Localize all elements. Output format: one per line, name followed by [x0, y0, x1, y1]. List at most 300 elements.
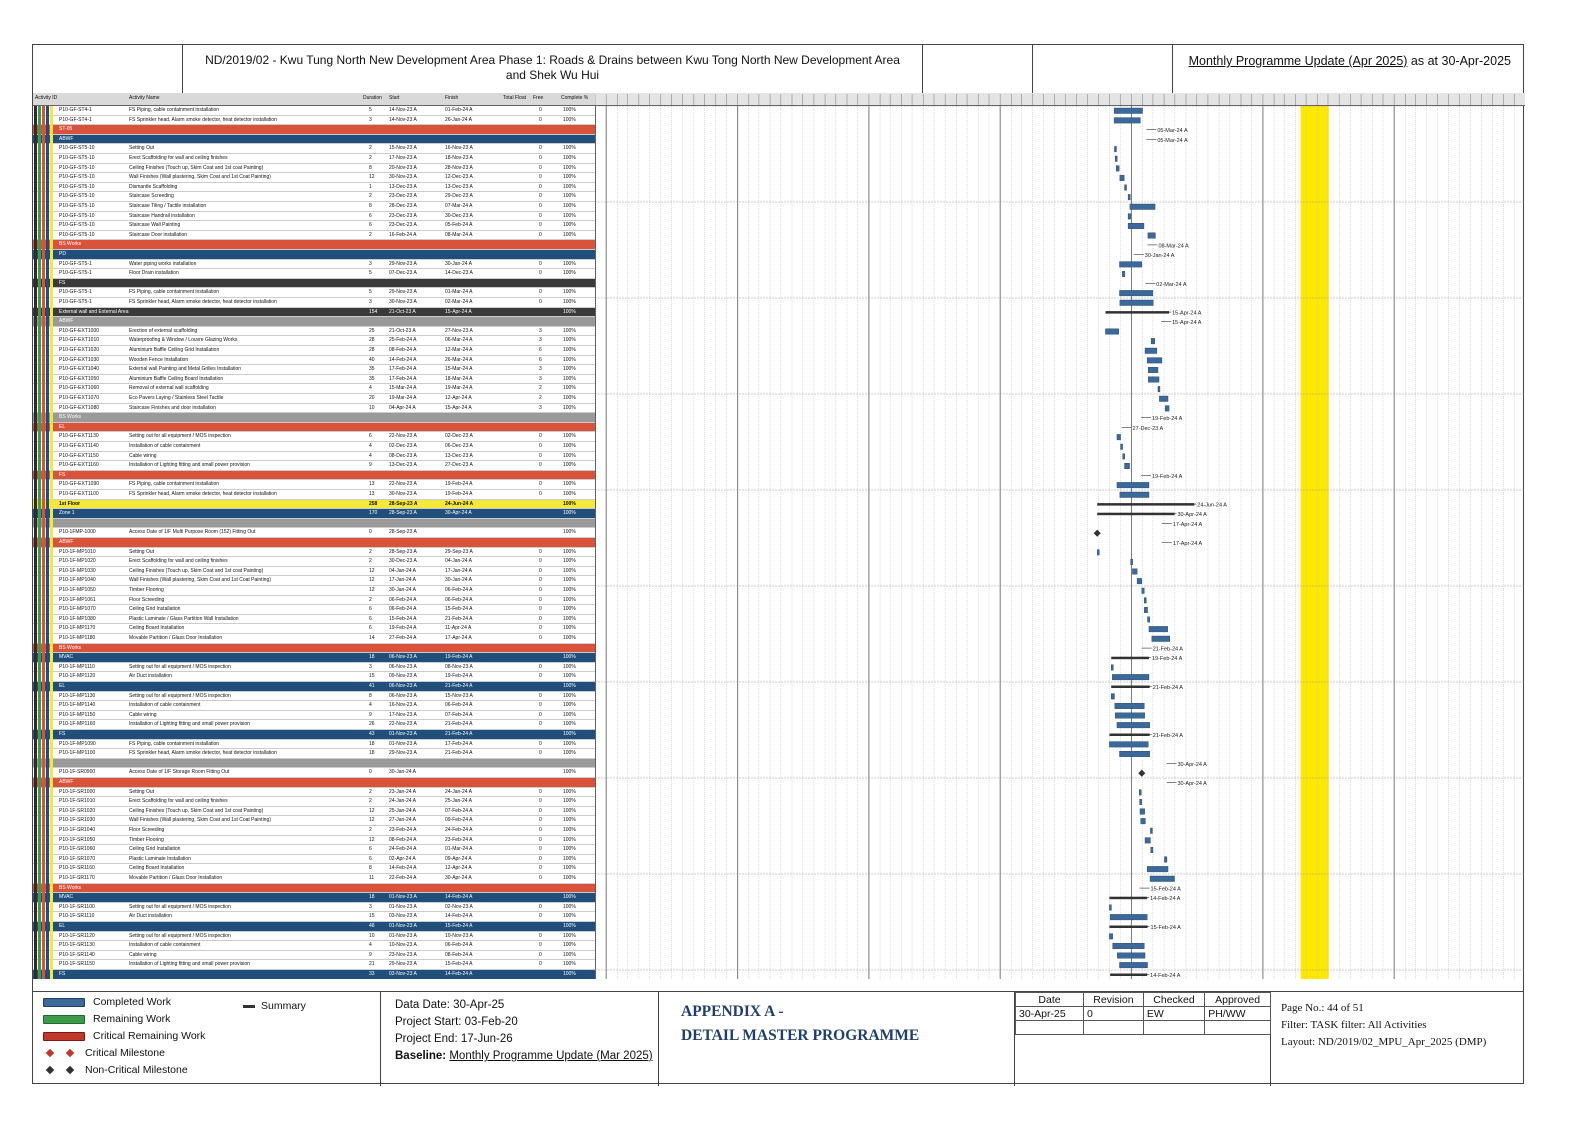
wbs-summary-row[interactable] — [33, 519, 595, 529]
wbs-summary-row[interactable] — [33, 317, 595, 327]
col-complete[interactable]: Complete % — [561, 95, 589, 101]
cell-pct: 100% — [563, 107, 576, 113]
finish-date-label: 05-Mar-24 A — [1157, 137, 1188, 144]
activity-bar[interactable] — [1139, 790, 1141, 796]
cell-name: Ceiling Finishes (Touch up, Skim Coat and 1st coat Painting) — [129, 164, 264, 171]
cell-name: Setting out for all equipment / MOS inspection — [129, 903, 231, 910]
cell-start: 25-Jan-24 A — [389, 807, 416, 814]
timescale-svg — [595, 94, 1525, 106]
activity-row[interactable] — [33, 826, 595, 836]
finish-date-label: 14-Feb-24 A — [1150, 973, 1181, 979]
cell-free: 3 — [539, 337, 542, 344]
activity-row[interactable] — [33, 864, 595, 874]
wbs-summary-row[interactable] — [33, 653, 595, 663]
cell-dur: 41 — [369, 683, 375, 689]
activity-bar[interactable] — [1148, 617, 1150, 623]
cell-name: Timber Flooring — [129, 587, 164, 593]
cell-name: FS Piping, cable containment installation — [129, 481, 220, 488]
col-total-float[interactable]: Total Float — [503, 95, 527, 101]
activity-bar[interactable] — [1125, 463, 1130, 469]
activity-row[interactable] — [33, 528, 595, 538]
activity-bar[interactable] — [1147, 358, 1162, 364]
cell-free: 0 — [539, 817, 542, 824]
cell-free: 0 — [539, 932, 542, 939]
activity-bar[interactable] — [1149, 626, 1168, 632]
activity-row[interactable] — [33, 701, 595, 711]
activity-bar[interactable] — [1159, 396, 1168, 402]
cell-finish: 30-Dec-23 A — [445, 212, 473, 219]
activity-bar[interactable] — [1131, 559, 1133, 565]
activity-bar[interactable] — [1148, 367, 1158, 373]
cell-finish: 01-Mar-24 A — [445, 289, 473, 296]
activity-bar[interactable] — [1114, 146, 1116, 152]
cell-finish: 18-Mar-24 A — [445, 375, 473, 382]
activity-bar[interactable] — [1130, 204, 1155, 210]
activity-bar[interactable] — [1137, 578, 1142, 584]
activity-bar[interactable] — [1121, 444, 1123, 450]
cell-free: 0 — [539, 875, 542, 881]
col-start[interactable]: Start — [389, 95, 400, 101]
activity-bar[interactable] — [1145, 838, 1150, 844]
rev-empty — [1016, 1021, 1084, 1035]
activity-row[interactable] — [33, 192, 595, 202]
wbs-summary-row[interactable] — [33, 778, 595, 788]
cell-pct: 100% — [563, 212, 576, 219]
cell-finish: 23-Feb-24 A — [445, 836, 473, 843]
activity-bar[interactable] — [1128, 223, 1144, 229]
finish-date-label: 30-Jan-24 A — [1144, 253, 1175, 259]
activity-bar[interactable] — [1119, 962, 1147, 968]
wbs-summary-row[interactable] — [33, 730, 595, 740]
activity-row[interactable] — [33, 375, 595, 385]
activity-bar[interactable] — [1120, 175, 1124, 181]
wbs-summary-row[interactable] — [33, 884, 595, 894]
col-free[interactable]: Free — [533, 95, 544, 101]
update-link[interactable]: Monthly Programme Update (Apr 2025) — [1188, 54, 1408, 68]
finish-date-label: 21-Feb-24 A — [1152, 685, 1183, 691]
summary-icon — [243, 1005, 255, 1008]
col-activity-id[interactable]: Activity ID — [35, 95, 58, 101]
milestone-marker[interactable] — [1138, 770, 1145, 777]
cell-pct: 100% — [563, 683, 576, 689]
cell-start: 03-Nov-23 A — [389, 971, 417, 977]
activity-bar[interactable] — [1123, 454, 1125, 460]
cell-dur: 2 — [369, 193, 372, 200]
activity-row[interactable] — [33, 951, 595, 961]
wbs-summary-row[interactable] — [33, 922, 595, 932]
cell-finish: 08-Mar-24 A — [445, 231, 473, 238]
cell-free: 0 — [539, 260, 542, 267]
baseline-link[interactable]: Monthly Programme Update (Mar 2025) — [449, 1050, 653, 1062]
activity-row[interactable] — [33, 221, 595, 231]
activity-row[interactable] — [33, 327, 595, 337]
activity-row[interactable] — [33, 672, 595, 682]
activity-bar[interactable] — [1111, 694, 1114, 700]
cell-free: 0 — [539, 913, 542, 920]
gantt-chart[interactable] — [595, 106, 1525, 979]
cell-pct: 100% — [563, 731, 576, 737]
cell-dur: 6 — [369, 433, 372, 440]
wbs-summary-row[interactable] — [33, 308, 595, 318]
cell-dur: 3 — [369, 299, 372, 305]
activity-row[interactable] — [33, 144, 595, 154]
activity-bar[interactable] — [1105, 329, 1118, 335]
finish-date-label: 30-Apr-24 A — [1177, 781, 1207, 787]
cell-pct: 100% — [563, 164, 576, 171]
cell-start: 29-Nov-23 A — [389, 289, 417, 296]
cell-start: 02-Apr-24 A — [389, 855, 416, 862]
cell-pct: 100% — [563, 817, 576, 824]
activity-row[interactable] — [33, 912, 595, 922]
activity-bar[interactable] — [1109, 934, 1112, 940]
activity-row[interactable] — [33, 596, 595, 606]
wbs-summary-row[interactable] — [33, 509, 595, 519]
cell-pct: 100% — [563, 337, 576, 344]
cell-free: 0 — [539, 491, 542, 497]
wbs-summary-row[interactable] — [33, 125, 595, 135]
cell-start: 14-Nov-23 A — [389, 107, 417, 113]
cell-dur: 3 — [369, 260, 372, 267]
cell-name: Water piping works installation — [129, 260, 197, 267]
cell-finish: 06-Dec-23 A — [445, 443, 473, 449]
activity-bar[interactable] — [1119, 262, 1141, 268]
activity-row[interactable] — [33, 816, 595, 826]
activity-row[interactable] — [33, 288, 595, 298]
summary-bar[interactable] — [1097, 513, 1174, 516]
activity-bar[interactable] — [1158, 386, 1160, 392]
activity-row[interactable] — [33, 807, 595, 817]
activity-row[interactable] — [33, 106, 595, 116]
cell-id: P10-1F-SR1040 — [59, 827, 96, 833]
activity-bar[interactable] — [1140, 809, 1145, 815]
gantt-svg — [595, 106, 1525, 979]
summary-bar[interactable] — [1097, 503, 1194, 506]
activity-row[interactable] — [33, 845, 595, 855]
layout-info: Layout: ND/2019/02_MPU_Apr_2025 (DMP) — [1281, 1036, 1487, 1048]
cell-pct: 100% — [563, 203, 576, 209]
activity-row[interactable] — [33, 461, 595, 471]
cell-id: P10-GF-ST5-10 — [59, 183, 95, 190]
activity-bar[interactable] — [1115, 156, 1117, 162]
activity-bar[interactable] — [1144, 607, 1147, 613]
cell-pct: 100% — [563, 500, 576, 507]
activity-bar[interactable] — [1119, 290, 1152, 296]
activity-row[interactable] — [33, 298, 595, 308]
activity-bar[interactable] — [1110, 914, 1147, 920]
cell-pct: 100% — [563, 231, 576, 238]
activity-row[interactable] — [33, 548, 595, 558]
wbs-summary-row[interactable] — [33, 893, 595, 903]
activity-row[interactable] — [33, 154, 595, 164]
activity-row[interactable] — [33, 452, 595, 462]
cell-finish: 30-Jan-24 A — [445, 577, 472, 584]
cell-pct: 100% — [563, 375, 576, 382]
cell-id: P10-1F-SR1120 — [59, 932, 95, 939]
cell-pct: 100% — [563, 961, 576, 968]
cell-id: External wall and External Area — [59, 308, 129, 315]
project-title-line2: and Shek Wu Hui — [505, 68, 600, 82]
cell-finish: 09-Apr-24 A — [445, 855, 472, 862]
cell-free: 0 — [539, 740, 542, 747]
cell-finish: 28-Nov-23 A — [445, 164, 473, 171]
activity-row[interactable] — [33, 692, 595, 702]
cell-id: P10-GF-ST4-1 — [59, 116, 92, 123]
activity-row[interactable] — [33, 183, 595, 193]
cell-id: P10-1F-SR1110 — [59, 913, 95, 920]
activity-bar[interactable] — [1115, 713, 1144, 719]
cell-name: Staircase Wall Painting — [129, 222, 181, 229]
activity-row[interactable] — [33, 490, 595, 500]
footer — [33, 991, 1523, 1086]
wbs-summary-row[interactable] — [33, 644, 595, 654]
cell-id: P10-1F-MP1140 — [59, 702, 96, 709]
cell-finish: 19-Mar-24 A — [445, 385, 473, 392]
cell-id: P10-GF-ST5-1 — [59, 260, 92, 267]
project-title — [183, 45, 923, 93]
activity-row[interactable] — [33, 768, 595, 778]
finish-date-label: 15-Apr-24 A — [1172, 320, 1202, 327]
activity-row[interactable] — [33, 634, 595, 644]
cell-id: P10-1F-MP1040 — [59, 577, 96, 584]
cell-id: P10-1F-SR0900 — [59, 769, 96, 776]
activity-bar[interactable] — [1117, 953, 1145, 959]
cell-pct: 100% — [563, 491, 576, 497]
activity-bar[interactable] — [1122, 271, 1125, 277]
cell-pct: 100% — [563, 443, 576, 449]
activity-bar[interactable] — [1115, 703, 1144, 709]
activity-bar[interactable] — [1109, 742, 1148, 748]
cell-id: EL — [59, 923, 66, 929]
activity-row[interactable] — [33, 903, 595, 913]
activity-row[interactable] — [33, 269, 595, 279]
activity-row[interactable] — [33, 720, 595, 730]
cell-id: P10-GF-ST5-1 — [59, 289, 92, 296]
finish-date-label: 17-Apr-24 A — [1172, 521, 1203, 528]
activity-bar[interactable] — [1125, 185, 1127, 191]
cell-id: P10-1F-SR1100 — [59, 903, 95, 910]
activity-bar[interactable] — [1114, 108, 1142, 114]
activity-row[interactable] — [33, 740, 595, 750]
activity-row[interactable] — [33, 356, 595, 366]
cell-id: P10-1F-SR1170 — [59, 875, 95, 881]
activity-bar[interactable] — [1150, 876, 1174, 882]
activity-bar[interactable] — [1113, 943, 1145, 949]
activity-bar[interactable] — [1145, 348, 1157, 354]
activity-row[interactable] — [33, 212, 595, 222]
activity-row[interactable] — [33, 567, 595, 577]
cell-dur: 10 — [369, 932, 375, 939]
activity-row[interactable] — [33, 116, 595, 126]
activity-bar[interactable] — [1117, 722, 1150, 728]
wbs-summary-row[interactable] — [33, 970, 595, 979]
wbs-summary-row[interactable] — [33, 250, 595, 260]
cell-name: Installation of cable containment — [129, 702, 201, 709]
wbs-bar — [50, 106, 53, 979]
activity-bar[interactable] — [1128, 194, 1130, 200]
cell-name: Movable Partition / Glass Door Installation — [129, 635, 223, 641]
activity-row[interactable] — [33, 586, 595, 596]
cell-id: P10-GF-EXT1090 — [59, 481, 100, 488]
activity-bar[interactable] — [1114, 118, 1140, 124]
col-duration[interactable]: Duration — [363, 95, 382, 101]
activity-row[interactable] — [33, 404, 595, 414]
wbs-summary-row[interactable] — [33, 500, 595, 510]
cell-free: 0 — [539, 183, 542, 190]
cell-free: 3 — [539, 375, 542, 382]
activity-row[interactable] — [33, 797, 595, 807]
col-activity-name[interactable]: Activity Name — [129, 95, 160, 101]
legend-remaining-label: Remaining Work — [93, 1013, 171, 1025]
activity-row[interactable] — [33, 231, 595, 241]
wbs-summary-row[interactable] — [33, 759, 595, 769]
cell-name: Staircase Screeding — [129, 193, 174, 200]
activity-bar[interactable] — [1117, 434, 1121, 440]
cell-start: 22-Nov-23 A — [389, 481, 417, 488]
activity-row[interactable] — [33, 164, 595, 174]
cell-name: Aluminium Baffle Ceiling Board Installation — [129, 375, 224, 382]
activity-bar[interactable] — [1140, 799, 1142, 805]
activity-bar[interactable] — [1119, 751, 1149, 757]
wbs-summary-row[interactable] — [33, 538, 595, 548]
header-blank-cell — [923, 45, 1033, 93]
activity-row[interactable] — [33, 749, 595, 759]
activity-bar[interactable] — [1152, 636, 1170, 642]
activity-bar[interactable] — [1097, 550, 1099, 556]
activity-row[interactable] — [33, 605, 595, 615]
cell-pct: 100% — [563, 635, 576, 641]
activity-row[interactable] — [33, 932, 595, 942]
data-date: Data Date: 30-Apr-25 — [395, 999, 505, 1011]
activity-row[interactable] — [33, 960, 595, 970]
legend-critical — [43, 1028, 205, 1044]
cell-pct: 100% — [563, 327, 576, 334]
cell-free: 0 — [539, 462, 542, 469]
activity-bar[interactable] — [1116, 166, 1119, 172]
cell-free: 0 — [539, 606, 542, 613]
col-finish[interactable]: Finish — [445, 95, 459, 101]
cell-start: 28-Sep-23 A — [389, 529, 417, 536]
cell-finish: 14-Dec-23 A — [445, 270, 473, 277]
legend-noncritical-milestone — [43, 1062, 188, 1078]
activity-row[interactable] — [33, 836, 595, 846]
activity-bar[interactable] — [1148, 233, 1156, 239]
cell-pct: 100% — [563, 155, 576, 161]
project-end: Project End: 17-Jun-26 — [395, 1033, 513, 1045]
cell-id: P10-1F-MP1170 — [59, 625, 96, 632]
cell-id: EL — [59, 683, 66, 689]
cell-free: 0 — [539, 577, 542, 584]
milestone-marker[interactable] — [1094, 530, 1101, 537]
activity-bar[interactable] — [1111, 665, 1113, 671]
activity-bar[interactable] — [1117, 482, 1149, 488]
wbs-summary-row[interactable] — [33, 682, 595, 692]
wbs-summary-row[interactable] — [33, 279, 595, 289]
wbs-summary-row[interactable] — [33, 135, 595, 145]
activity-row[interactable] — [33, 941, 595, 951]
activity-bar[interactable] — [1142, 588, 1145, 594]
activity-row[interactable] — [33, 788, 595, 798]
activity-row[interactable] — [33, 855, 595, 865]
cell-free: 0 — [539, 443, 542, 449]
cell-finish: 21-Feb-24 A — [445, 750, 473, 757]
activity-bar[interactable] — [1141, 818, 1146, 824]
cell-name: FS Sprinkler head, Alarm smoke detector, heat detector installation — [129, 491, 277, 497]
wbs-summary-row[interactable] — [33, 471, 595, 481]
activity-row[interactable] — [33, 394, 595, 404]
activity-row[interactable] — [33, 480, 595, 490]
activity-bar[interactable] — [1164, 857, 1167, 863]
activity-row[interactable] — [33, 260, 595, 270]
revision-table — [1015, 992, 1271, 1035]
cell-finish: 04-Jan-24 A — [445, 558, 472, 565]
cell-id: FS — [59, 971, 66, 977]
legend-summary-label: Summary — [261, 1000, 306, 1012]
activity-bar[interactable] — [1151, 338, 1155, 344]
activity-row[interactable] — [33, 576, 595, 586]
activity-row[interactable] — [33, 173, 595, 183]
activity-bar[interactable] — [1120, 492, 1149, 498]
cell-id: P10-GF-EXT1000 — [59, 327, 100, 334]
document-frame — [32, 44, 1524, 1084]
activity-row[interactable] — [33, 202, 595, 212]
activity-bar[interactable] — [1120, 300, 1153, 306]
activity-row[interactable] — [33, 615, 595, 625]
activity-bar[interactable] — [1112, 674, 1149, 680]
appendix-title — [659, 992, 1015, 1086]
activity-bar[interactable] — [1151, 847, 1153, 853]
activity-bar[interactable] — [1144, 598, 1146, 604]
wbs-summary-row[interactable] — [33, 240, 595, 250]
cell-id: P10-GF-EXT1150 — [59, 452, 99, 459]
activity-bar[interactable] — [1148, 377, 1159, 383]
activity-row[interactable] — [33, 557, 595, 567]
cell-start: 21-Oct-23 A — [389, 327, 416, 334]
activity-row[interactable] — [33, 874, 595, 884]
activity-row[interactable] — [33, 624, 595, 634]
activity-row[interactable] — [33, 711, 595, 721]
activity-bar[interactable] — [1132, 569, 1137, 575]
activity-bar[interactable] — [1128, 214, 1131, 220]
cell-start: 06-Nov-23 A — [389, 654, 417, 661]
wbs-summary-row[interactable] — [33, 423, 595, 433]
wbs-indent-bars — [33, 106, 57, 979]
cell-pct: 100% — [563, 827, 576, 833]
activity-row[interactable] — [33, 336, 595, 346]
cell-finish: 11-Apr-24 A — [445, 625, 472, 632]
cell-dur: 2 — [369, 231, 372, 238]
cell-pct: 100% — [563, 923, 576, 929]
activity-bar[interactable] — [1150, 828, 1152, 834]
activity-row[interactable] — [33, 384, 595, 394]
cell-pct: 100% — [563, 567, 576, 574]
activity-bar[interactable] — [1147, 866, 1168, 872]
activity-row[interactable] — [33, 663, 595, 673]
cell-finish: 09-Feb-24 A — [445, 817, 473, 824]
activity-row[interactable] — [33, 432, 595, 442]
activity-row[interactable] — [33, 442, 595, 452]
cell-dur: 35 — [369, 375, 375, 382]
activity-bar[interactable] — [1165, 406, 1169, 412]
cell-start: 08-Feb-24 A — [389, 347, 417, 353]
summary-bar[interactable] — [1105, 311, 1169, 314]
cell-name: Wall Finishes (Wall plastering, Skim Coat and 1st Coat Painting) — [129, 174, 271, 181]
cell-free: 0 — [539, 750, 542, 757]
activity-row[interactable] — [33, 346, 595, 356]
cell-dur: 2 — [369, 145, 372, 152]
wbs-summary-row[interactable] — [33, 413, 595, 423]
activity-bar[interactable] — [1109, 905, 1111, 911]
activity-row[interactable] — [33, 365, 595, 375]
